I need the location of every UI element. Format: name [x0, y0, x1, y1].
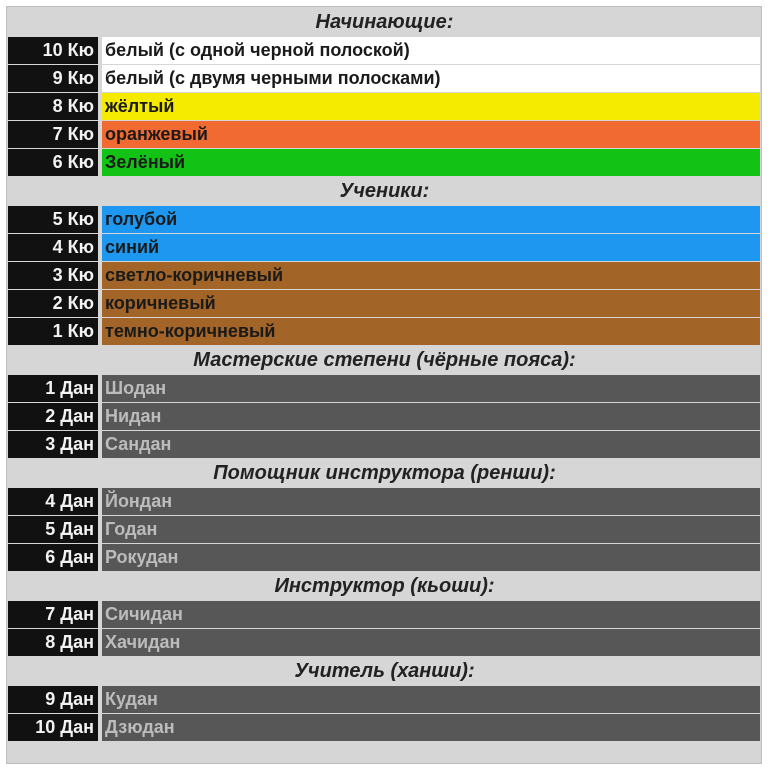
belt-color-label: Кудан	[102, 686, 760, 713]
belt-color-label: Сичидан	[102, 601, 760, 628]
rank-row	[8, 37, 761, 64]
rank-row	[8, 375, 761, 402]
belt-color-label: Йондан	[102, 488, 760, 515]
belt-color-label: белый (с двумя черными полосками)	[102, 65, 760, 92]
rank-row	[8, 262, 761, 289]
rank-row	[8, 290, 761, 317]
rank-label: 7 Кю	[8, 121, 98, 148]
belt-color-label: Годан	[102, 516, 760, 543]
section-header: Учитель (ханши):	[8, 657, 761, 685]
belt-color-label: Сандан	[102, 431, 760, 458]
section-header: Мастерские степени (чёрные пояса):	[8, 346, 761, 374]
rank-label: 9 Дан	[8, 686, 98, 713]
belt-color-label: коричневый	[102, 290, 760, 317]
section-header: Ученики:	[8, 177, 761, 205]
belt-color-label: жёлтый	[102, 93, 760, 120]
rank-row	[8, 601, 761, 628]
rank-row	[8, 403, 761, 430]
rank-label: 6 Дан	[8, 544, 98, 571]
belt-color-label: Зелёный	[102, 149, 760, 176]
rank-label: 8 Дан	[8, 629, 98, 656]
belt-color-label: оранжевый	[102, 121, 760, 148]
rank-label: 2 Дан	[8, 403, 98, 430]
rank-row	[8, 149, 761, 176]
rank-row	[8, 629, 761, 656]
rank-row	[8, 318, 761, 345]
rank-row	[8, 488, 761, 515]
belt-color-label: темно-коричневый	[102, 318, 760, 345]
belt-color-label: синий	[102, 234, 760, 261]
rank-label: 4 Дан	[8, 488, 98, 515]
rank-label: 5 Кю	[8, 206, 98, 233]
rank-row	[8, 544, 761, 571]
belt-color-label: Рокудан	[102, 544, 760, 571]
belt-color-label: Шодан	[102, 375, 760, 402]
belt-color-label: голубой	[102, 206, 760, 233]
rank-label: 1 Кю	[8, 318, 98, 345]
belt-color-label: светло-коричневый	[102, 262, 760, 289]
belt-color-label: Хачидан	[102, 629, 760, 656]
belt-color-label: Нидан	[102, 403, 760, 430]
rank-row	[8, 65, 761, 92]
section-header: Начинающие:	[8, 8, 761, 36]
rank-label: 3 Кю	[8, 262, 98, 289]
rank-row	[8, 206, 761, 233]
rank-label: 3 Дан	[8, 431, 98, 458]
rank-row	[8, 516, 761, 543]
rank-row	[8, 93, 761, 120]
rank-label: 7 Дан	[8, 601, 98, 628]
rank-label: 9 Кю	[8, 65, 98, 92]
rank-row	[8, 714, 761, 741]
rank-row	[8, 121, 761, 148]
rank-label: 10 Дан	[8, 714, 98, 741]
rank-row	[8, 431, 761, 458]
rank-label: 8 Кю	[8, 93, 98, 120]
rank-row	[8, 686, 761, 713]
rank-row	[8, 234, 761, 261]
belt-color-label: белый (с одной черной полоской)	[102, 37, 760, 64]
belt-rank-table	[6, 6, 762, 764]
section-header: Инструктор (кьоши):	[8, 572, 761, 600]
rank-label: 5 Дан	[8, 516, 98, 543]
rank-label: 1 Дан	[8, 375, 98, 402]
rank-label: 6 Кю	[8, 149, 98, 176]
belt-color-label: Дзюдан	[102, 714, 760, 741]
rank-label: 2 Кю	[8, 290, 98, 317]
rank-label: 10 Кю	[8, 37, 98, 64]
section-header: Помощник инструктора (ренши):	[8, 459, 761, 487]
rank-label: 4 Кю	[8, 234, 98, 261]
